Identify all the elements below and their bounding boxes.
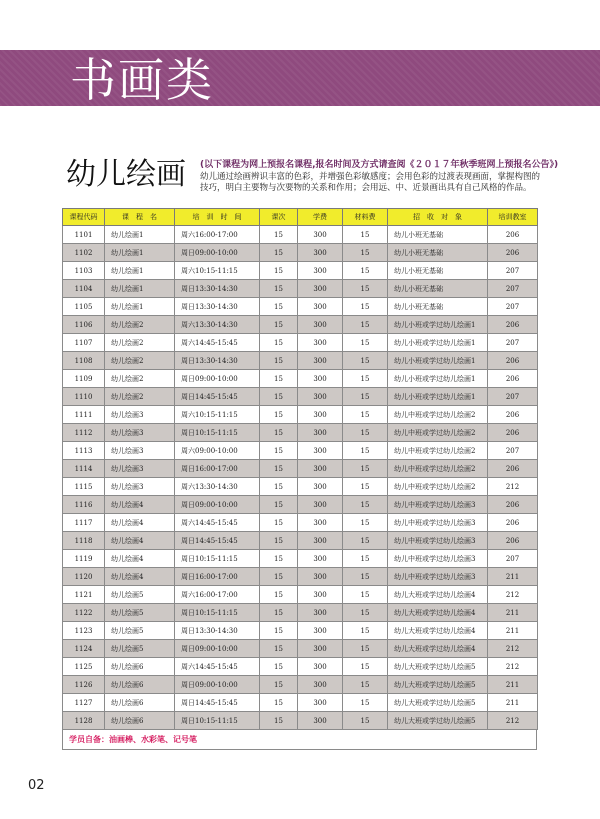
cell-time: 周六09:00-10:00 [175,442,260,460]
cell-course-name: 幼儿绘画1 [105,262,175,280]
cell-classroom: 212 [488,640,538,658]
cell-sessions: 15 [260,622,298,640]
cell-material-fee: 15 [343,460,388,478]
cell-material-fee: 15 [343,496,388,514]
cell-target: 幼儿大班或学过幼儿绘画4 [388,640,488,658]
cell-course-name: 幼儿绘画2 [105,388,175,406]
cell-tuition: 300 [298,298,343,316]
cell-time: 周日13:30-14:30 [175,298,260,316]
cell-material-fee: 15 [343,352,388,370]
cell-tuition: 300 [298,658,343,676]
cell-classroom: 206 [488,460,538,478]
cell-classroom: 212 [488,478,538,496]
cell-target: 幼儿大班或学过幼儿绘画4 [388,622,488,640]
cell-tuition: 300 [298,442,343,460]
cell-material-fee: 15 [343,568,388,586]
cell-course-code: 1120 [63,568,105,586]
cell-sessions: 15 [260,478,298,496]
cell-time: 周六10:15-11:15 [175,406,260,424]
table-row [63,316,538,334]
cell-tuition: 300 [298,622,343,640]
cell-target: 幼儿中班或学过幼儿绘画2 [388,406,488,424]
header-course-name: 课 程 名 [105,209,175,226]
cell-sessions: 15 [260,352,298,370]
table-row [63,496,538,514]
registration-notice: (以下课程为网上预报名课程,报名时间及方式请查阅《２０１７年秋季班网上预报名公告》) [200,160,559,170]
cell-target: 幼儿大班或学过幼儿绘画4 [388,586,488,604]
cell-classroom: 212 [488,712,538,730]
cell-course-name: 幼儿绘画6 [105,658,175,676]
cell-time: 周日09:00-10:00 [175,640,260,658]
cell-sessions: 15 [260,604,298,622]
cell-time: 周日16:00-17:00 [175,460,260,478]
cell-target: 幼儿中班或学过幼儿绘画2 [388,424,488,442]
cell-course-code: 1111 [63,406,105,424]
cell-time: 周日14:45-15:45 [175,388,260,406]
cell-course-name: 幼儿绘画3 [105,424,175,442]
cell-sessions: 15 [260,406,298,424]
cell-classroom: 206 [488,370,538,388]
cell-target: 幼儿小班或学过幼儿绘画1 [388,316,488,334]
cell-course-code: 1109 [63,370,105,388]
cell-time: 周日13:30-14:30 [175,280,260,298]
cell-classroom: 212 [488,658,538,676]
description-line: 技巧，明白主要物与次要物的关系和作用；会用远、中、近景画出具有自己风格的作品。 [200,183,532,193]
cell-tuition: 300 [298,280,343,298]
cell-time: 周日10:15-11:15 [175,424,260,442]
cell-time: 周六10:15-11:15 [175,262,260,280]
table-row [63,514,538,532]
cell-course-name: 幼儿绘画5 [105,640,175,658]
cell-target: 幼儿小班或学过幼儿绘画1 [388,370,488,388]
cell-course-code: 1124 [63,640,105,658]
cell-material-fee: 15 [343,622,388,640]
cell-sessions: 15 [260,568,298,586]
table-row [63,478,538,496]
cell-course-code: 1115 [63,478,105,496]
header-material-fee: 材料费 [343,209,388,226]
cell-course-name: 幼儿绘画6 [105,676,175,694]
cell-course-code: 1121 [63,586,105,604]
schedule-table [62,208,538,730]
cell-target: 幼儿大班或学过幼儿绘画4 [388,604,488,622]
cell-course-name: 幼儿绘画4 [105,496,175,514]
supplies-note: 学员自备：油画棒、水彩笔、记号笔 [62,730,537,750]
cell-material-fee: 15 [343,424,388,442]
cell-sessions: 15 [260,694,298,712]
cell-tuition: 300 [298,226,343,244]
cell-target: 幼儿中班或学过幼儿绘画2 [388,460,488,478]
cell-course-name: 幼儿绘画4 [105,514,175,532]
cell-course-name: 幼儿绘画2 [105,352,175,370]
cell-course-name: 幼儿绘画2 [105,334,175,352]
cell-classroom: 211 [488,694,538,712]
cell-classroom: 206 [488,496,538,514]
cell-course-code: 1105 [63,298,105,316]
cell-classroom: 206 [488,316,538,334]
cell-course-name: 幼儿绘画3 [105,478,175,496]
cell-classroom: 207 [488,334,538,352]
cell-time: 周日14:45-15:45 [175,532,260,550]
cell-time: 周六16:00-17:00 [175,586,260,604]
cell-sessions: 15 [260,496,298,514]
cell-tuition: 300 [298,370,343,388]
table-row [63,586,538,604]
cell-tuition: 300 [298,424,343,442]
cell-tuition: 300 [298,244,343,262]
cell-tuition: 300 [298,388,343,406]
course-title: 幼儿绘画 [66,157,186,192]
cell-sessions: 15 [260,298,298,316]
cell-course-name: 幼儿绘画6 [105,712,175,730]
cell-classroom: 211 [488,604,538,622]
cell-sessions: 15 [260,370,298,388]
cell-material-fee: 15 [343,442,388,460]
cell-material-fee: 15 [343,298,388,316]
cell-course-code: 1126 [63,676,105,694]
table-row [63,550,538,568]
cell-course-code: 1116 [63,496,105,514]
cell-time: 周日09:00-10:00 [175,676,260,694]
cell-target: 幼儿小班无基础 [388,262,488,280]
cell-material-fee: 15 [343,280,388,298]
cell-target: 幼儿中班或学过幼儿绘画2 [388,442,488,460]
cell-course-name: 幼儿绘画3 [105,442,175,460]
cell-time: 周日10:15-11:15 [175,604,260,622]
cell-time: 周六14:45-15:45 [175,514,260,532]
table-row [63,532,538,550]
cell-classroom: 207 [488,280,538,298]
cell-time: 周日09:00-10:00 [175,370,260,388]
cell-material-fee: 15 [343,478,388,496]
table-row [63,262,538,280]
cell-course-name: 幼儿绘画2 [105,316,175,334]
cell-classroom: 206 [488,244,538,262]
cell-classroom: 206 [488,514,538,532]
cell-tuition: 300 [298,460,343,478]
table-row [63,370,538,388]
cell-material-fee: 15 [343,226,388,244]
cell-material-fee: 15 [343,316,388,334]
cell-course-name: 幼儿绘画4 [105,550,175,568]
cell-course-code: 1125 [63,658,105,676]
table-row [63,640,538,658]
cell-course-name: 幼儿绘画1 [105,244,175,262]
cell-time: 周日16:00-17:00 [175,568,260,586]
cell-classroom: 207 [488,298,538,316]
cell-target: 幼儿大班或学过幼儿绘画5 [388,712,488,730]
cell-classroom: 207 [488,442,538,460]
header-time: 培 训 时 间 [175,209,260,226]
cell-classroom: 207 [488,388,538,406]
cell-classroom: 207 [488,550,538,568]
cell-material-fee: 15 [343,712,388,730]
cell-time: 周六13:30-14:30 [175,316,260,334]
cell-course-code: 1108 [63,352,105,370]
cell-course-code: 1128 [63,712,105,730]
cell-time: 周六13:30-14:30 [175,478,260,496]
cell-sessions: 15 [260,334,298,352]
cell-target: 幼儿中班或学过幼儿绘画3 [388,568,488,586]
cell-material-fee: 15 [343,262,388,280]
cell-classroom: 206 [488,532,538,550]
cell-target: 幼儿小班无基础 [388,244,488,262]
cell-classroom: 212 [488,586,538,604]
header-target: 招 收 对 象 [388,209,488,226]
cell-tuition: 300 [298,406,343,424]
cell-target: 幼儿小班无基础 [388,226,488,244]
cell-classroom: 211 [488,676,538,694]
cell-target: 幼儿小班无基础 [388,298,488,316]
header-course-code: 课程代码 [63,209,105,226]
cell-course-code: 1113 [63,442,105,460]
cell-tuition: 300 [298,712,343,730]
cell-time: 周日09:00-10:00 [175,244,260,262]
cell-target: 幼儿中班或学过幼儿绘画3 [388,514,488,532]
header-sessions: 课次 [260,209,298,226]
cell-material-fee: 15 [343,604,388,622]
cell-tuition: 300 [298,352,343,370]
table-body [63,226,538,730]
cell-tuition: 300 [298,514,343,532]
cell-tuition: 300 [298,694,343,712]
cell-target: 幼儿小班或学过幼儿绘画1 [388,334,488,352]
cell-sessions: 15 [260,280,298,298]
cell-target: 幼儿小班或学过幼儿绘画1 [388,388,488,406]
table-row [63,658,538,676]
cell-target: 幼儿中班或学过幼儿绘画3 [388,550,488,568]
cell-sessions: 15 [260,226,298,244]
cell-course-name: 幼儿绘画1 [105,226,175,244]
cell-classroom: 206 [488,424,538,442]
cell-course-name: 幼儿绘画1 [105,280,175,298]
table-row [63,424,538,442]
cell-target: 幼儿大班或学过幼儿绘画5 [388,694,488,712]
cell-time: 周六14:45-15:45 [175,334,260,352]
cell-time: 周日10:15-11:15 [175,712,260,730]
cell-tuition: 300 [298,316,343,334]
cell-course-name: 幼儿绘画2 [105,370,175,388]
cell-material-fee: 15 [343,676,388,694]
table-row [63,622,538,640]
cell-time: 周日14:45-15:45 [175,694,260,712]
cell-course-code: 1112 [63,424,105,442]
header-tuition: 学费 [298,209,343,226]
table-row [63,388,538,406]
cell-course-code: 1107 [63,334,105,352]
cell-course-name: 幼儿绘画5 [105,604,175,622]
cell-course-code: 1103 [63,262,105,280]
cell-time: 周日13:30-14:30 [175,352,260,370]
cell-material-fee: 15 [343,532,388,550]
cell-tuition: 300 [298,532,343,550]
cell-course-code: 1127 [63,694,105,712]
cell-material-fee: 15 [343,550,388,568]
table-row [63,442,538,460]
cell-time: 周日09:00-10:00 [175,496,260,514]
cell-classroom: 206 [488,226,538,244]
cell-target: 幼儿中班或学过幼儿绘画3 [388,496,488,514]
cell-course-code: 1119 [63,550,105,568]
cell-target: 幼儿大班或学过幼儿绘画5 [388,676,488,694]
cell-course-code: 1118 [63,532,105,550]
cell-course-name: 幼儿绘画3 [105,460,175,478]
table-row [63,406,538,424]
cell-classroom: 211 [488,568,538,586]
cell-material-fee: 15 [343,244,388,262]
cell-material-fee: 15 [343,370,388,388]
cell-course-name: 幼儿绘画1 [105,298,175,316]
cell-material-fee: 15 [343,640,388,658]
cell-material-fee: 15 [343,334,388,352]
cell-material-fee: 15 [343,406,388,424]
cell-material-fee: 15 [343,586,388,604]
cell-material-fee: 15 [343,514,388,532]
cell-course-name: 幼儿绘画5 [105,622,175,640]
cell-target: 幼儿大班或学过幼儿绘画5 [388,658,488,676]
table-row [63,226,538,244]
cell-sessions: 15 [260,640,298,658]
table-row [63,568,538,586]
cell-classroom: 211 [488,622,538,640]
cell-sessions: 15 [260,712,298,730]
cell-sessions: 15 [260,244,298,262]
cell-course-name: 幼儿绘画3 [105,406,175,424]
cell-course-code: 1114 [63,460,105,478]
table-row [63,676,538,694]
cell-course-code: 1102 [63,244,105,262]
table-row [63,712,538,730]
table-row [63,604,538,622]
cell-sessions: 15 [260,262,298,280]
table-row [63,334,538,352]
cell-course-code: 1117 [63,514,105,532]
category-title: 书画类 [70,53,214,107]
cell-tuition: 300 [298,478,343,496]
table-row [63,694,538,712]
cell-tuition: 300 [298,262,343,280]
cell-target: 幼儿中班或学过幼儿绘画2 [388,478,488,496]
header-classroom: 培训教室 [488,209,538,226]
cell-time: 周六14:45-15:45 [175,658,260,676]
cell-tuition: 300 [298,676,343,694]
cell-tuition: 300 [298,550,343,568]
cell-sessions: 15 [260,514,298,532]
cell-target: 幼儿小班无基础 [388,280,488,298]
cell-time: 周日13:30-14:30 [175,622,260,640]
cell-classroom: 207 [488,262,538,280]
schedule-table-container [62,208,537,750]
cell-course-name: 幼儿绘画4 [105,532,175,550]
cell-tuition: 300 [298,568,343,586]
page-number: 02 [28,778,45,793]
cell-sessions: 15 [260,316,298,334]
cell-target: 幼儿小班或学过幼儿绘画1 [388,352,488,370]
cell-sessions: 15 [260,424,298,442]
cell-tuition: 300 [298,604,343,622]
cell-course-code: 1101 [63,226,105,244]
cell-course-code: 1123 [63,622,105,640]
cell-tuition: 300 [298,496,343,514]
cell-sessions: 15 [260,658,298,676]
cell-sessions: 15 [260,586,298,604]
cell-material-fee: 15 [343,694,388,712]
cell-sessions: 15 [260,676,298,694]
cell-tuition: 300 [298,640,343,658]
description-line: 幼儿通过绘画辨识丰富的色彩，并增强色彩敏感度；会用色彩的过渡表现画面，掌握构图的 [200,172,541,182]
cell-sessions: 15 [260,442,298,460]
course-description [200,172,540,194]
cell-tuition: 300 [298,586,343,604]
cell-classroom: 206 [488,352,538,370]
table-header-row [63,209,538,226]
cell-classroom: 206 [488,406,538,424]
cell-course-code: 1110 [63,388,105,406]
cell-course-code: 1104 [63,280,105,298]
cell-course-code: 1106 [63,316,105,334]
cell-sessions: 15 [260,532,298,550]
table-row [63,244,538,262]
cell-sessions: 15 [260,550,298,568]
table-row [63,280,538,298]
cell-material-fee: 15 [343,388,388,406]
cell-material-fee: 15 [343,658,388,676]
cell-time: 周六16:00-17:00 [175,226,260,244]
cell-course-code: 1122 [63,604,105,622]
cell-tuition: 300 [298,334,343,352]
table-row [63,460,538,478]
table-row [63,298,538,316]
cell-course-name: 幼儿绘画5 [105,586,175,604]
cell-sessions: 15 [260,388,298,406]
cell-course-name: 幼儿绘画6 [105,694,175,712]
cell-target: 幼儿中班或学过幼儿绘画3 [388,532,488,550]
table-row [63,352,538,370]
cell-time: 周日10:15-11:15 [175,550,260,568]
cell-course-name: 幼儿绘画4 [105,568,175,586]
cell-sessions: 15 [260,460,298,478]
